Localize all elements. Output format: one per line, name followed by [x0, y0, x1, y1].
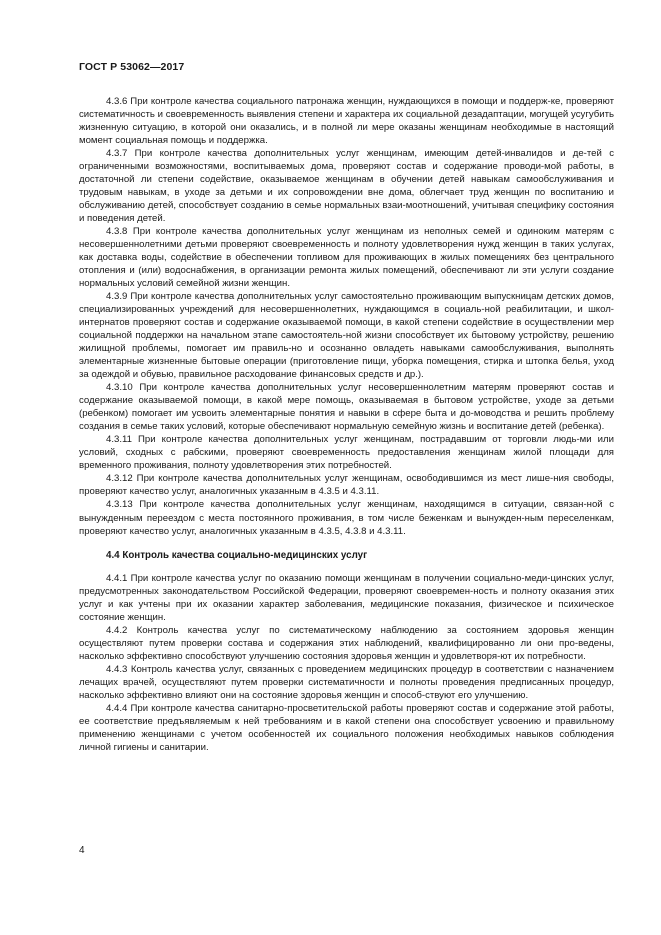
page-number: 4	[79, 845, 85, 856]
paragraph-4-3-9: 4.3.9 При контроле качества дополнительных услуг самостоятельно проживающим выпускницам детских домов, специализированных учреждений для несовершеннолетних, нуждающимся в социаль-ной реабилитации, и школ-интернатов проверяют состав и содержание оказываемой помощи, в какой степени содействие в осуществлении мер социальной поддержки на начальном этапе самостоятель-ной жизни способствует их бытовому устройству, решению жилищной проблемы, помогает им правиль-но и осознанно овладеть навыками самообслуживания, выполнять элементарные жизненные бытовые операции (приготовление пищи, уборка помещения, стирка и штопка белья, уход за одеждой и обувью, правильное расходование финансовых средств и др.).	[79, 291, 614, 381]
paragraph-4-3-13: 4.3.13 При контроле качества дополнительных услуг женщинам, находящимся в ситуации, связан-ной с вынужденным переездом с места постоянного проживания, в том числе беженкам и вынужден-ным переселенкам, проверяют качество услуг, аналогичных указанным в 4.3.5, 4.3.8 и 4.3.11.	[79, 499, 614, 537]
paragraph-4-3-10: 4.3.10 При контроле качества дополнительных услуг несовершеннолетним матерям проверяют состав и содержание оказываемой помощи, в какой мере помощь, оказываемая в бытовом устройстве, уходе за детьми (ребенком) помогает им усвоить элементарные понятия и навыки в сфере быта и до-моводства и решить проблему создания в семье таких условий, которые обеспечивают нормальную семейную жизнь и воспитание детей (ребенка).	[79, 382, 614, 433]
section-heading-4-4: 4.4 Контроль качества социально-медицинских услуг	[106, 549, 368, 561]
paragraph-4-3-8: 4.3.8 При контроле качества дополнительных услуг женщинам из неполных семей и одиноким матерям с несовершеннолетними детьми проверяют своевременность и полноту удовлетворения нужд женщин в таких услугах, как доставка воды, содействие в обеспечении топливом для проживающих в жилых помещениях без центрального отопления и (или) водоснабжения, в организации ремонта жилых помещений, обеспечивают ли эти услуги создание нормальных условий семейной жизни женщин.	[79, 226, 614, 290]
paragraph-4-4-3: 4.4.3 Контроль качества услуг, связанных с проведением медицинских процедур в соответствии с назначением лечащих врачей, осуществляют путем проверки систематичности и полноты проведения предписанных процедур, насколько эффективно влияют они на состояние здоровья женщин и способ-ствуют его улучшению.	[79, 663, 614, 701]
paragraph-4-3-7: 4.3.7 При контроле качества дополнительных услуг женщинам, имеющим детей-инвалидов и де-тей с ограниченными возможностями, воспитываемых дома, проверяют состав и содержание проводи-мой работы, в достаточной ли степени содействие, оказываемое женщинам в обучении детей навыкам самообслуживания и трудовым навыкам, в уходе за детьми и их сопровождении вне дома, облегчает труд женщин по воспитанию и обслуживанию детей, способствует созданию в семье нормальных взаи-моотношений, учитывая специфику состояния и поведения детей.	[79, 148, 614, 225]
paragraph-4-3-12: 4.3.12 При контроле качества дополнительных услуг женщинам, освободившимся из мест лише-ния свободы, проверяют качество услуг, аналогичных указанным в 4.3.5 и 4.3.11.	[79, 473, 614, 498]
paragraph-4-4-4: 4.4.4 При контроле качества санитарно-просветительской работы проверяют состав и содержание этой работы, ее соответствие предъявляемым к ней требованиям и в какой степени она способствует усвоению и правильному применению женщинами с учетом особенностей их социального положения необходимых навыков соблюдения личной гигиены и санитарии.	[79, 702, 614, 753]
paragraph-4-3-11: 4.3.11 При контроле качества дополнительных услуг женщинам, пострадавшим от торговли людь-ми или условий, сходных с рабскими, проверяют своевременность предоставления женщинам жилой площади для временного проживания, полноту удовлетворения этих потребностей.	[79, 434, 614, 472]
document-header: ГОСТ Р 53062—2017	[79, 61, 185, 73]
document-body	[79, 95, 614, 754]
paragraph-4-4-1: 4.4.1 При контроле качества услуг по оказанию помощи женщинам в получении социально-меди-цинских услуг, предусмотренных законодательством Российской Федерации, проверяют своевремен-ность и полноту оказания этих услуг и как учтены при их оказании характер заболевания, медицинские показания, физическое и психическое состояние женщин.	[79, 572, 614, 623]
paragraph-4-4-2: 4.4.2 Контроль качества услуг по систематическому наблюдению за состоянием здоровья женщин осуществляют путем проверки состава и содержания этих наблюдений, квалифицированно ли они про-ведены, насколько эффективно способствуют улучшению состояния здоровья женщин и удовлетворя-ют их потребности.	[79, 624, 614, 662]
paragraph-4-3-6: 4.3.6 При контроле качества социального патронажа женщин, нуждающихся в помощи и поддерж-ке, проверяют систематичность и своевременность выявления степени и характера их социальной дезадаптации, могущей усугубить жизненную ситуацию, в которой они оказались, и в полной ли мере оказаны женщинам необходимые в настоящий момент социальная помощь и поддержка.	[79, 96, 614, 147]
